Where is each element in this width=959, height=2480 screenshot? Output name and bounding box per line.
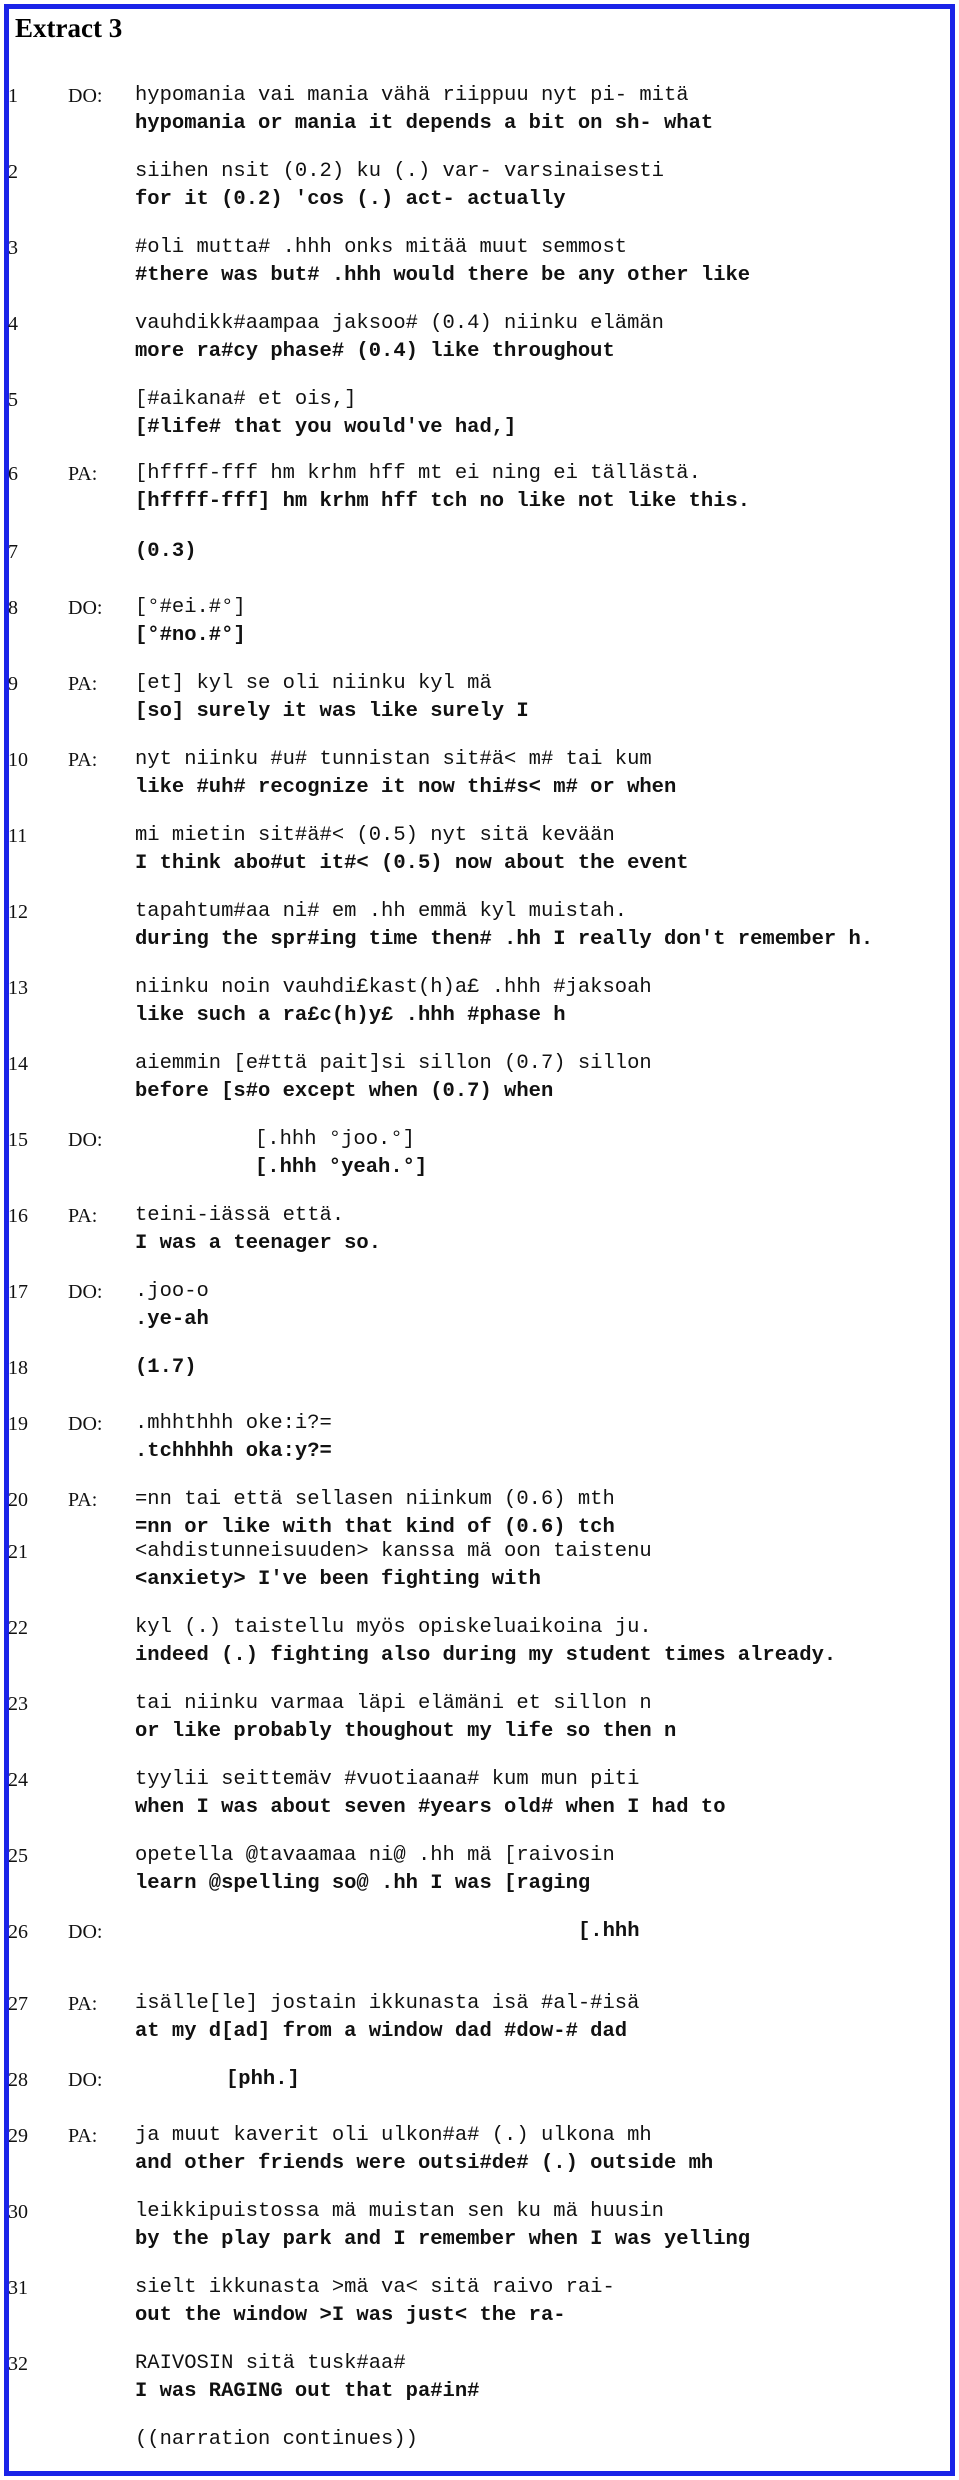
english-translation: or like probably thoughout my life so then n — [135, 1720, 677, 1743]
line-number: 13 — [8, 977, 28, 999]
line-number: 11 — [8, 825, 28, 847]
speaker-label: DO: — [68, 597, 103, 619]
finnish-text: tai niinku varmaa läpi elämäni et sillon n — [135, 1692, 652, 1715]
finnish-text: vauhdikk#aampaa jaksoo# (0.4) niinku elämän — [135, 312, 664, 335]
line-number: 17 — [8, 1281, 28, 1303]
finnish-text: [.hhh °joo.°] — [255, 1128, 415, 1151]
english-translation: hypomania or mania it depends a bit on sh- what — [135, 112, 714, 135]
english-translation: [hffff-fff] hm krhm hff tch no like not like this. — [135, 490, 751, 513]
finnish-text: opetella @tavaamaa ni@ .hh mä [raivosin — [135, 1844, 615, 1867]
line-number: 14 — [8, 1053, 28, 1075]
line-number: 25 — [8, 1845, 28, 1867]
english-translation: (1.7) — [135, 1356, 197, 1379]
line-number: 10 — [8, 749, 28, 771]
english-translation: [.hhh — [578, 1920, 640, 1943]
english-translation: during the spr#ing time then# .hh I really don't remember h. — [135, 928, 874, 951]
english-translation: when I was about seven #years old# when I had to — [135, 1796, 726, 1819]
line-number: 27 — [8, 1993, 28, 2015]
finnish-text: #oli mutta# .hhh onks mitää muut semmost — [135, 236, 628, 259]
line-number: 12 — [8, 901, 28, 923]
line-number: 5 — [8, 389, 18, 411]
line-number: 2 — [8, 161, 18, 183]
line-number: 23 — [8, 1693, 28, 1715]
finnish-text: mi mietin sit#ä#< (0.5) nyt sitä kevään — [135, 824, 615, 847]
english-translation: #there was but# .hhh would there be any other like — [135, 264, 751, 287]
finnish-text: <ahdistunneisuuden> kanssa mä oon taistenu — [135, 1540, 652, 1563]
english-translation: learn @spelling so@ .hh I was [raging — [135, 1872, 591, 1895]
finnish-text: [hffff-fff hm krhm hff mt ei ning ei tällästä. — [135, 462, 701, 485]
english-translation: I think abo#ut it#< (0.5) now about the event — [135, 852, 689, 875]
english-translation: .tchhhhh oka:y?= — [135, 1440, 332, 1463]
speaker-label: PA: — [68, 463, 98, 485]
english-translation: [#life# that you would've had,] — [135, 416, 517, 439]
english-translation: [phh.] — [226, 2068, 300, 2091]
speaker-label: PA: — [68, 1993, 98, 2015]
speaker-label: DO: — [68, 85, 103, 107]
line-number: 18 — [8, 1357, 28, 1379]
finnish-text: [°#ei.#°] — [135, 596, 246, 619]
finnish-text: niinku noin vauhdi£kast(h)a£ .hhh #jaksoah — [135, 976, 652, 999]
speaker-label: PA: — [68, 749, 98, 771]
speaker-label: DO: — [68, 1413, 103, 1435]
english-translation: indeed (.) fighting also during my student times already. — [135, 1644, 837, 1667]
english-translation: [so] surely it was like surely I — [135, 700, 529, 723]
finnish-text: aiemmin [e#ttä pait]si sillon (0.7) sillon — [135, 1052, 652, 1075]
english-translation: <anxiety> I've been fighting with — [135, 1568, 541, 1591]
speaker-label: PA: — [68, 1205, 98, 1227]
finnish-text: leikkipuistossa mä muistan sen ku mä huusin — [135, 2200, 664, 2223]
line-number: 15 — [8, 1129, 28, 1151]
finnish-text: ja muut kaverit oli ulkon#a# (.) ulkona mh — [135, 2124, 652, 2147]
line-number: 19 — [8, 1413, 28, 1435]
finnish-text: sielt ikkunasta >mä va< sitä raivo rai- — [135, 2276, 615, 2299]
line-number: 29 — [8, 2125, 28, 2147]
line-number: 30 — [8, 2201, 28, 2223]
line-number: 32 — [8, 2353, 28, 2375]
finnish-text: =nn tai että sellasen niinkum (0.6) mth — [135, 1488, 615, 1511]
speaker-label: PA: — [68, 1489, 98, 1511]
finnish-text: .joo-o — [135, 1280, 209, 1303]
finnish-text: hypomania vai mania vähä riippuu nyt pi- mitä — [135, 84, 689, 107]
line-number: 28 — [8, 2069, 28, 2091]
english-translation: (0.3) — [135, 540, 197, 563]
english-translation: I was RAGING out that pa#in# — [135, 2380, 480, 2403]
line-number: 24 — [8, 1769, 28, 1791]
finnish-text: [et] kyl se oli niinku kyl mä — [135, 672, 492, 695]
speaker-label: DO: — [68, 1129, 103, 1151]
finnish-text: kyl (.) taistellu myös opiskeluaikoina ju. — [135, 1616, 652, 1639]
line-number: 22 — [8, 1617, 28, 1639]
line-number: 6 — [8, 463, 18, 485]
speaker-label: DO: — [68, 1281, 103, 1303]
line-number: 4 — [8, 313, 18, 335]
extract-title: Extract 3 — [15, 13, 123, 43]
english-translation: like #uh# recognize it now thi#s< m# or when — [135, 776, 677, 799]
english-translation: for it (0.2) 'cos (.) act- actually — [135, 188, 566, 211]
finnish-text: .mhhthhh oke:i?= — [135, 1412, 332, 1435]
line-number: 8 — [8, 597, 18, 619]
line-number: 21 — [8, 1541, 28, 1563]
english-translation: .ye-ah — [135, 1308, 209, 1331]
finnish-text: ((narration continues)) — [135, 2428, 418, 2451]
english-translation: [.hhh °yeah.°] — [255, 1156, 428, 1179]
english-translation: out the window >I was just< the ra- — [135, 2304, 566, 2327]
speaker-label: PA: — [68, 2125, 98, 2147]
english-translation: I was a teenager so. — [135, 1232, 382, 1255]
finnish-text: tyylii seittemäv #vuotiaana# kum mun piti — [135, 1768, 640, 1791]
speaker-label: DO: — [68, 1921, 103, 1943]
english-translation: and other friends were outsi#de# (.) outside mh — [135, 2152, 714, 2175]
finnish-text: nyt niinku #u# tunnistan sit#ä< m# tai kum — [135, 748, 652, 771]
english-translation: like such a ra£c(h)y£ .hhh #phase h — [135, 1004, 566, 1027]
line-number: 1 — [8, 85, 18, 107]
finnish-text: siihen nsit (0.2) ku (.) var- varsinaisesti — [135, 160, 664, 183]
line-number: 9 — [8, 673, 18, 695]
speaker-label: PA: — [68, 673, 98, 695]
english-translation: before [s#o except when (0.7) when — [135, 1080, 554, 1103]
english-translation: by the play park and I remember when I was yelling — [135, 2228, 751, 2251]
line-number: 31 — [8, 2277, 28, 2299]
english-translation: at my d[ad] from a window dad #dow-# dad — [135, 2020, 628, 2043]
speaker-label: DO: — [68, 2069, 103, 2091]
line-number: 7 — [8, 541, 18, 563]
english-translation: more ra#cy phase# (0.4) like throughout — [135, 340, 615, 363]
line-number: 16 — [8, 1205, 28, 1227]
finnish-text: tapahtum#aa ni# em .hh emmä kyl muistah. — [135, 900, 628, 923]
english-translation: =nn or like with that kind of (0.6) tch — [135, 1516, 615, 1539]
line-number: 3 — [8, 237, 18, 259]
line-number: 20 — [8, 1489, 28, 1511]
line-number: 26 — [8, 1921, 28, 1943]
finnish-text: [#aikana# et ois,] — [135, 388, 357, 411]
finnish-text: RAIVOSIN sitä tusk#aa# — [135, 2352, 406, 2375]
finnish-text: isälle[le] jostain ikkunasta isä #al-#isä — [135, 1992, 640, 2015]
english-translation: [°#no.#°] — [135, 624, 246, 647]
finnish-text: teini-iässä että. — [135, 1204, 345, 1227]
